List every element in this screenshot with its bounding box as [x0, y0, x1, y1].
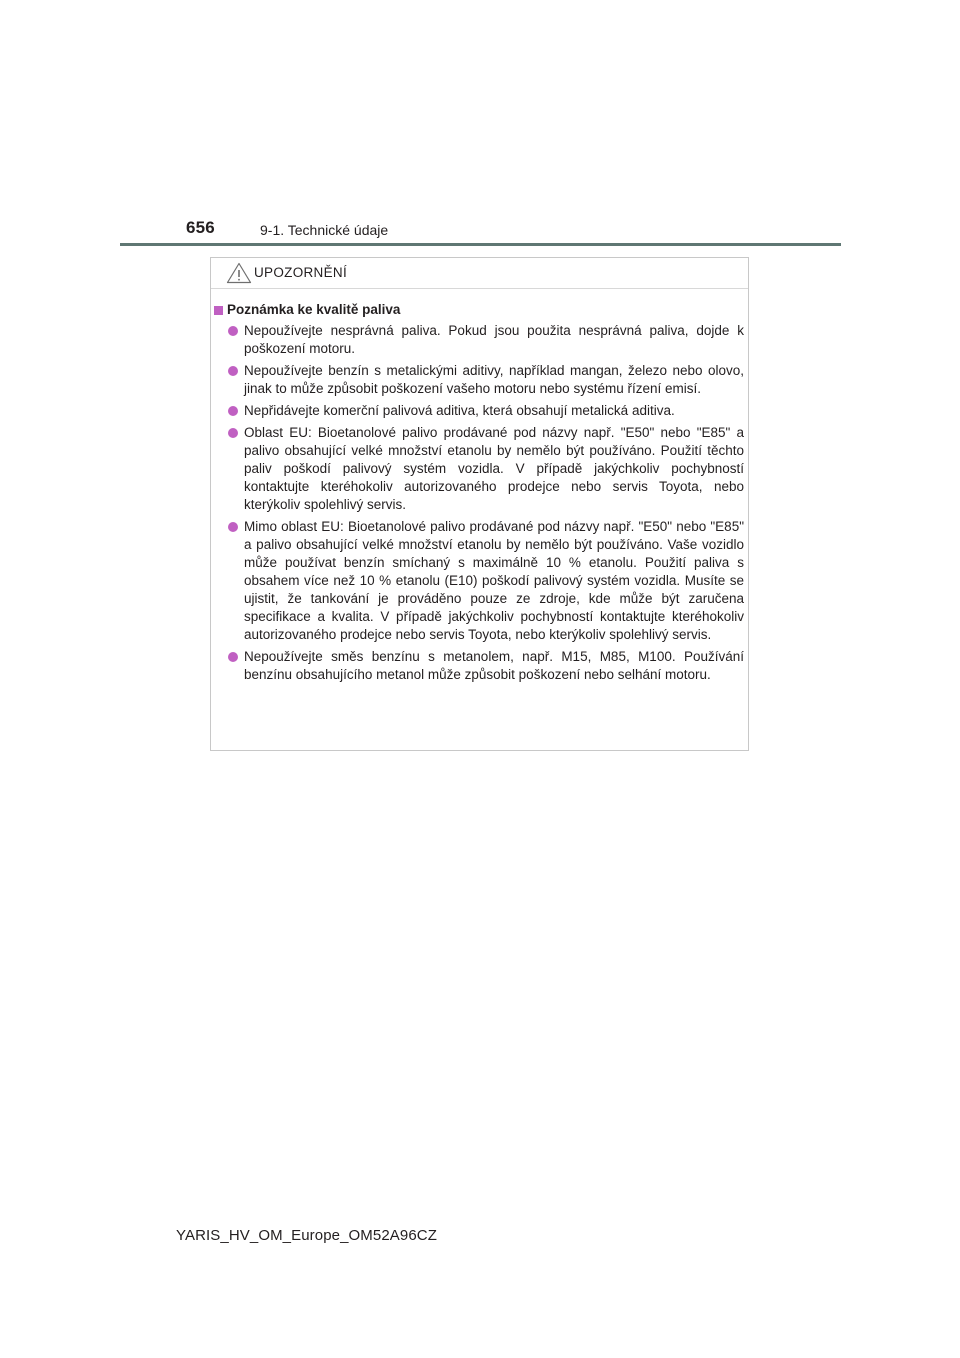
- square-bullet-icon: [214, 306, 223, 315]
- list-item-text: Nepoužívejte nesprávná paliva. Pokud jsou použita nesprávná paliva, dojde k poškození motoru.: [244, 323, 744, 356]
- list-item: [214, 362, 744, 398]
- bullet-icon: [228, 522, 238, 532]
- bullet-icon: [228, 366, 238, 376]
- subheading: [214, 301, 744, 319]
- section-title: 9-1. Technické údaje: [260, 222, 389, 238]
- list-item-text: Oblast EU: Bioetanolové palivo prodávané pod názvy např. "E50" nebo "E85" a palivo obsahující velké množství etanolu by nemělo být používáno. Použití těchto paliv poškodí palivový systém vozidla. V případě jakýchkoliv pochybností kontaktujte kteréhokoliv autorizovaného prodejce nebo servis Toyota, nebo kterýkoliv spolehlivý servis.: [244, 425, 744, 512]
- bullet-icon: [228, 652, 238, 662]
- subheading-text: Poznámka ke kvalitě paliva: [227, 302, 401, 317]
- bullet-icon: [228, 428, 238, 438]
- list-item: [214, 518, 744, 644]
- warning-title: UPOZORNĚNÍ: [254, 265, 348, 280]
- warning-triangle-icon: [226, 262, 252, 284]
- warning-header: [211, 258, 748, 289]
- bullet-icon: [228, 326, 238, 336]
- header-rule: [120, 243, 841, 246]
- page-number: 656: [186, 218, 215, 237]
- list-item: [214, 648, 744, 684]
- list-item: [214, 322, 744, 358]
- document-id: YARIS_HV_OM_Europe_OM52A96CZ: [176, 1227, 437, 1244]
- list-item-text: Mimo oblast EU: Bioetanolové palivo prodávané pod názvy např. "E50" nebo "E85" a palivo obsahující velké množství etanolu by nemělo být používáno. Vaše vozidlo může používat benzín smíchaný s maximálně 10 % etanolu. Použití paliva s obsahem více než 10 % etanolu (E10) poškodí palivový systém vozidla. Musíte se ujistit, že tankování je prováděno pouze ze zdroje, kde může být zaručena specifikace a kvalita. V případě jakýchkoliv pochybností kontaktujte kteréhokoliv autorizovaného prodejce nebo servis Toyota, nebo kterýkoliv spolehlivý servis.: [244, 519, 744, 642]
- bullet-icon: [228, 406, 238, 416]
- warning-box: [210, 257, 749, 751]
- list-item: [214, 424, 744, 514]
- list-item: [214, 402, 744, 420]
- list-item-text: Nepoužívejte směs benzínu s metanolem, např. M15, M85, M100. Používání benzínu obsahujícího metanol může způsobit poškození nebo selhání motoru.: [244, 649, 744, 682]
- list-item-text: Nepoužívejte benzín s metalickými aditivy, například mangan, železo nebo olovo, jinak to může způsobit poškození vašeho motoru nebo systému řízení emisí.: [244, 363, 744, 396]
- list-item-text: Nepřidávejte komerční palivová aditiva, která obsahují metalická aditiva.: [244, 403, 675, 418]
- warning-content: [214, 301, 744, 688]
